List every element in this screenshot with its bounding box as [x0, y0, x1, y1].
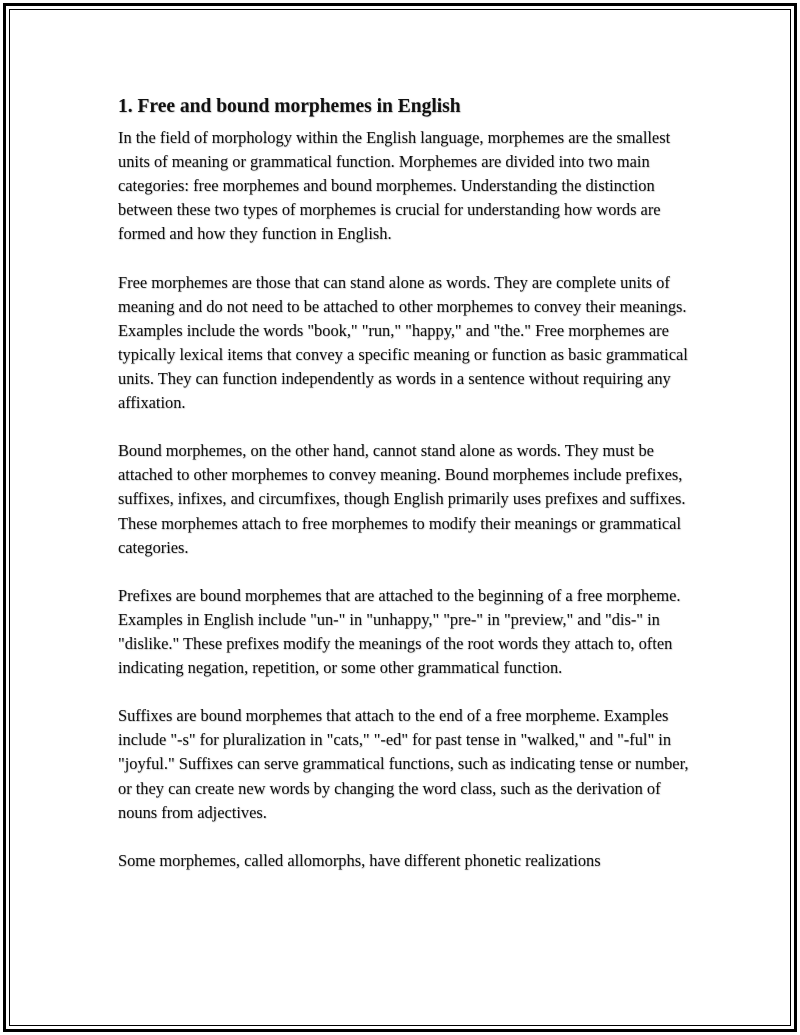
- paragraph-prefixes: Prefixes are bound morphemes that are attached to the beginning of a free morpheme. Examples in English include "un-" in "unhappy," "pre-" in "preview," and "dis-" in "dislike." These prefixes modify the meanings of the root words they attach to, often indicating negation, repetition, or some other grammatical function.: [118, 585, 681, 678]
- section-heading: 1. Free and bound morphemes in English: [118, 96, 461, 117]
- paragraph-bound-morphemes: Bound morphemes, on the other hand, cannot stand alone as words. They must be attached to other morphemes to convey meaning. Bound morphemes include prefixes, suffixes, infixes, and circumfixes, though English primarily uses prefixes and suffixes. These morphemes attach to free morphemes to modify their meanings or grammatical categories.: [118, 441, 686, 557]
- document-body: [118, 94, 693, 897]
- paragraph-allomorphs: Some morphemes, called allomorphs, have different phonetic realizations: [118, 850, 601, 870]
- paragraph-suffixes: Suffixes are bound morphemes that attach to the end of a free morpheme. Examples include "-s" for pluralization in "cats," "-ed" for past tense in "walked," and "-ful" in "joyful." Suffixes can serve grammatical functions, such as indicating tense or number, or they can create new words by changing the word class, such as the derivation of nouns from adjectives.: [118, 706, 689, 822]
- paragraph-free-morphemes: Free morphemes are those that can stand alone as words. They are complete units of meaning and do not need to be attached to other morphemes to convey their meanings. Examples include the words "book," "run," "happy," and "the." Free morphemes are typically lexical items that convey a specific meaning or function as basic grammatical units. They can function independently as words in a sentence without requiring any affixation.: [118, 272, 688, 413]
- paragraph-intro: In the field of morphology within the English language, morphemes are the smallest units of meaning or grammatical function. Morphemes are divided into two main categories: free morphemes and bound morphemes. Understanding the distinction between these two types of morphemes is crucial for understanding how words are formed and how they function in English.: [118, 128, 671, 244]
